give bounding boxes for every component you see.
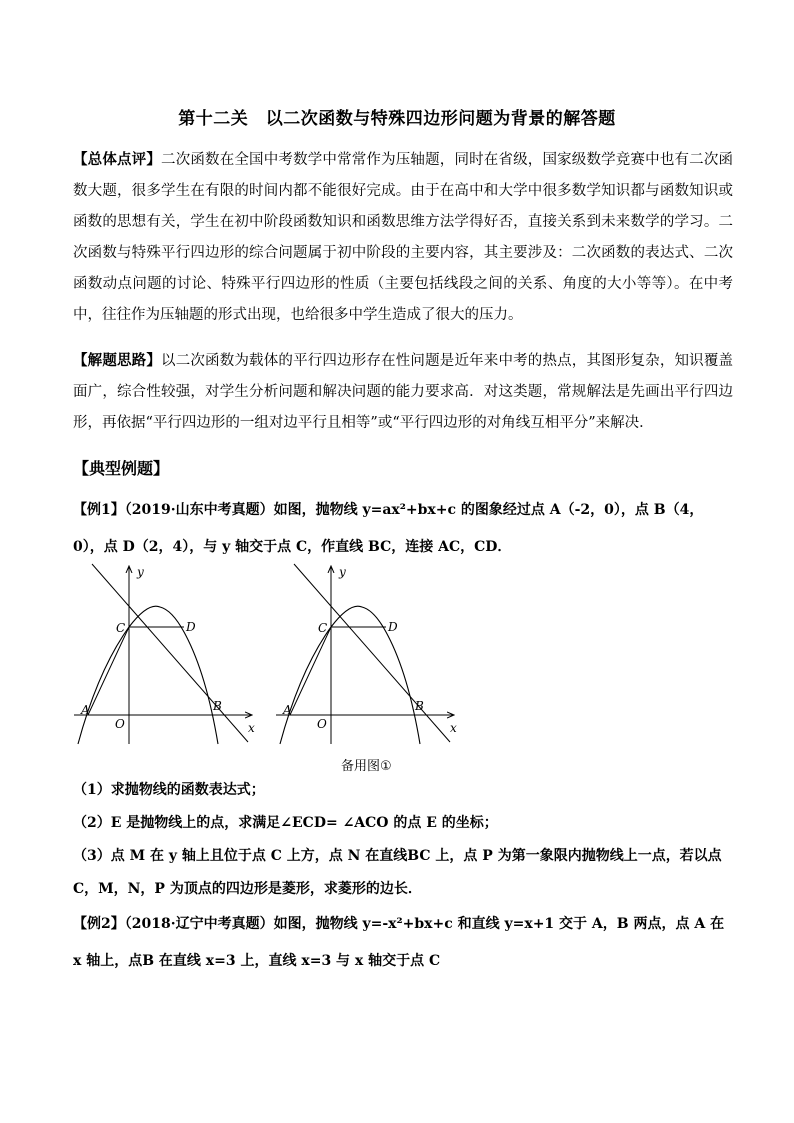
parabola-figure-2 xyxy=(274,562,464,758)
approach-label: 【解题思路】 xyxy=(73,352,162,369)
point-b-label: B xyxy=(415,699,424,713)
overview-paragraph xyxy=(73,144,733,331)
point-d-label: D xyxy=(388,620,398,634)
origin-label: O xyxy=(317,717,327,731)
point-a-label: A xyxy=(81,703,90,717)
point-c-label: C xyxy=(116,621,126,635)
examples-heading: 【典型例题】 xyxy=(73,459,170,478)
point-c-label: C xyxy=(318,621,328,635)
overview-text: 二次函数在全国中考数学中常常作为压轴题，同时在省级，国家级数学竞赛中也有二次函数大题，很多学生在有限的时间内都不能很好完成。由于在高中和大学中很多数学知识都与函数知识或函数的思想有关，学生在初中阶段函数知识和函数思维方法学得好否，直接关系到未来数学的学习。二次函数与特殊平行四边形的综合问题属于初中阶段的主要内容，其主要涉及：二次函数的表达式、二次函数动点问题的讨论、特殊平行四边形的性质（主要包括线段之间的关系、角度的大小等等）。在中考中，往往作为压轴题的形式出现，也给很多中学生造成了很大的压力。 xyxy=(73,152,734,323)
example1-text: 【例1】（2019·山东中考真题）如图，抛物线 y=ax²+bx+c 的图象经过点 A（-2，0），点 B（4，0），点 D（2，4），与 y 轴交于点 C，作直线 BC，连接 AC，CD． xyxy=(73,502,704,555)
figure-caption: 备用图① xyxy=(341,759,392,774)
approach-text: 以二次函数为载体的平行四边形存在性问题是近年来中考的热点，其图形复杂，知识覆盖面广，综合性较强，对学生分析问题和解决问题的能力要求高．对这类题，常规解法是先画出平行四边形，再依据“平行四边形的一组对边平行且相等”或“平行四边形的对角线互相平分”来解决． xyxy=(73,353,734,431)
x-axis-label: x xyxy=(248,721,255,735)
question-1: （1）求抛物线的函数表达式； xyxy=(73,782,265,798)
page-title: 第十二关 以二次函数与特殊四边形问题为背景的解答题 xyxy=(178,109,616,129)
point-d-label: D xyxy=(186,620,196,634)
question-2: （2）E 是抛物线上的点，求满足∠ECD= ∠ACO 的点 E 的坐标； xyxy=(73,815,498,831)
point-b-label: B xyxy=(213,699,222,713)
origin-label: O xyxy=(115,717,125,731)
example2-text: 【例2】（2018·辽宁中考真题）如图，抛物线 y=-x²+bx+c 和直线 y=x+1 交于 A，B 两点，点 A 在 x 轴上，点B 在直线 x=3 上，直线 x=3 与 x 轴交于点 C xyxy=(73,916,725,969)
y-axis-label: y xyxy=(137,565,144,579)
question-3: （3）点 M 在 y 轴上且位于点 C 上方，点 N 在直线BC 上，点 P 为第一象限内抛物线上一点，若以点 C，M，N，P 为顶点的四边形是菱形，求菱形的边长． xyxy=(73,848,722,897)
parabola-figure-1 xyxy=(72,562,262,758)
point-a-label: A xyxy=(283,703,292,717)
y-axis-label: y xyxy=(339,565,346,579)
x-axis-label: x xyxy=(450,721,457,735)
approach-paragraph xyxy=(73,345,733,439)
overview-label: 【总体点评】 xyxy=(73,151,162,168)
